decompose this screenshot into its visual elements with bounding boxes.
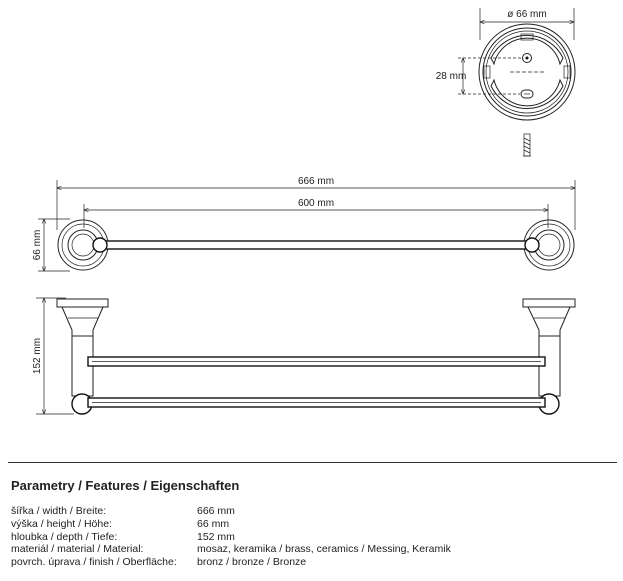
feature-value: 152 mm <box>197 530 235 543</box>
feature-label: výška / height / Höhe: <box>11 517 112 530</box>
feature-value: 666 mm <box>197 505 235 517</box>
feature-value: bronz / bronze / Bronze <box>197 556 307 569</box>
table-row <box>11 556 451 569</box>
feature-value: mosaz, keramika / brass, ceramics / Messing, Keramik <box>197 543 451 556</box>
section-divider <box>8 462 617 463</box>
depth-label: 152 mm <box>32 337 43 375</box>
table-row <box>11 543 451 556</box>
rosette-front-view <box>436 8 575 156</box>
features-title: Parametry / Features / Eigenschaften <box>11 478 240 493</box>
overall-width-label: 666 mm <box>297 176 335 187</box>
side-view <box>32 298 575 414</box>
feature-label: povrch. úprava / finish / Oberfläche: <box>11 556 177 569</box>
screw-spacing-label: 28 mm <box>435 71 467 82</box>
table-row <box>11 505 451 518</box>
features-table <box>11 505 451 569</box>
feature-label: šířka / width / Breite: <box>11 505 107 517</box>
table-row <box>11 518 451 531</box>
height-label: 66 mm <box>32 229 43 261</box>
bar-length-label: 600 mm <box>297 198 335 209</box>
table-row <box>11 531 451 544</box>
top-view <box>32 176 575 271</box>
feature-label: hloubka / depth / Tiefe: <box>11 530 118 543</box>
rosette-diameter-label: ø 66 mm <box>507 9 547 20</box>
feature-value: 66 mm <box>197 517 230 530</box>
feature-label: materiál / material / Material: <box>11 543 144 556</box>
set-screw-icon <box>523 134 531 156</box>
